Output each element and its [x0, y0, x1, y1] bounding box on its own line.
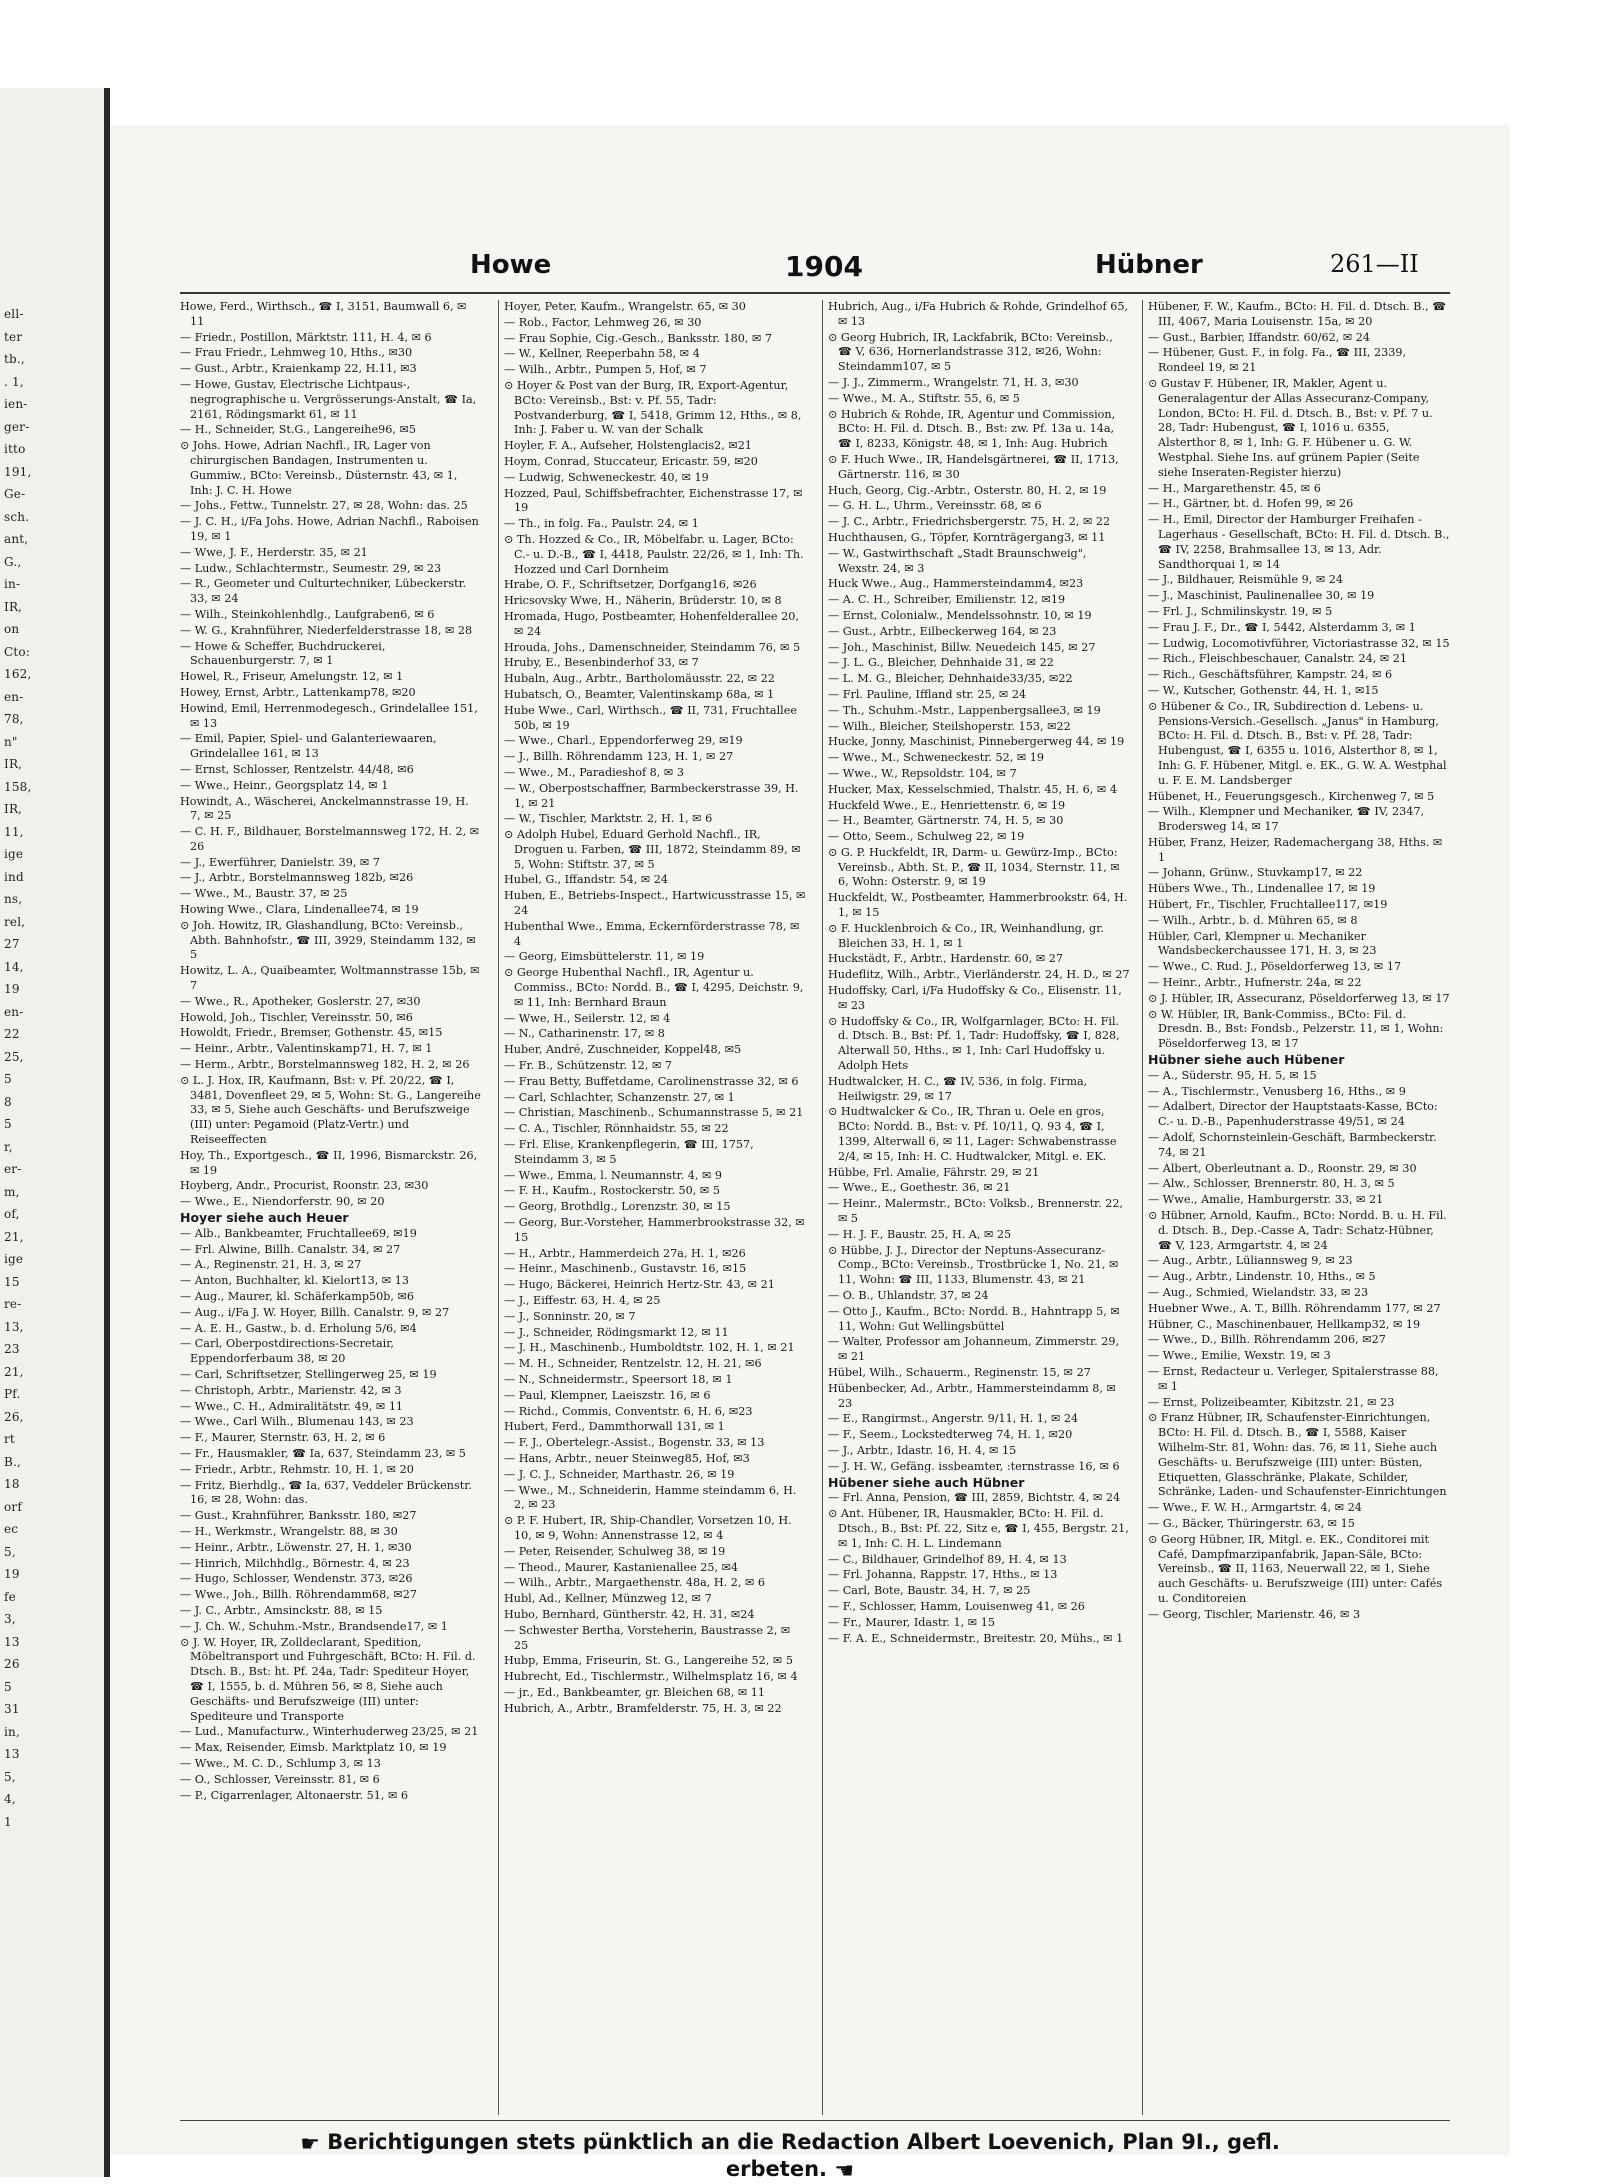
directory-entry: Hübenbecker, Ad., Arbtr., Hammersteindamm 8, ✉ 23: [828, 1381, 1116, 1410]
directory-entry: — Georg, Tischler, Marienstr. 46, ✉ 3: [1148, 1607, 1361, 1621]
directory-entry: — Carl, Oberpostdirections-Secretair, Eppendorferbaum 38, ✉ 20: [180, 1337, 394, 1366]
directory-entry: ⊙ Th. Hozzed & Co., IR, Möbelfabr. u. Lager, BCto: C.- u. D.-B., ☎ I, 4418, Paulstr. 22/26, ✉ 1, Inh: Th. Hozzed und Carl Dornheim: [504, 532, 804, 576]
directory-entry: Hübener, F. W., Kaufm., BCto: H. Fil. d. Dtsch. B., ☎ III, 4067, Maria Louisenstr. 15a, ✉ 20: [1148, 300, 1447, 328]
directory-entry: Hübler, Carl, Klempner u. Mechaniker Wandsbeckerchaussee 171, H. 3, ✉ 23: [1148, 929, 1377, 958]
footer-rule: [180, 2120, 1450, 2121]
header-page-number: 261—II: [1330, 250, 1419, 278]
directory-entry: — Rob., Factor, Lehmweg 26, ✉ 30: [504, 315, 702, 329]
directory-entry: Hucker, Max, Kesselschmied, Thalstr. 45, H. 6, ✉ 4: [828, 782, 1117, 796]
directory-entry: Hübers Wwe., Th., Lindenallee 17, ✉ 19: [1148, 882, 1376, 896]
directory-entry: — J., Schneider, Rödingsmarkt 12, ✉ 11: [504, 1325, 729, 1339]
column-divider: [498, 300, 499, 2115]
directory-entry: Hübel, Wilh., Schauerm., Reginenstr. 15, ✉ 27: [828, 1365, 1091, 1379]
directory-entry: Howindt, A., Wäscherei, Anckelmannstrasse 19, H. 7, ✉ 25: [180, 794, 469, 823]
directory-entry: — M. H., Schneider, Rentzelstr. 12, H. 21, ✉6: [504, 1357, 762, 1371]
column-divider: [1142, 300, 1143, 2115]
directory-entry: — Christian, Maschinenb., Schumannstrasse 5, ✉ 21: [504, 1106, 804, 1120]
directory-entry: Hube Wwe., Carl, Wirthsch., ☎ II, 731, Fruchtallee 50b, ✉ 19: [504, 703, 797, 732]
directory-entry: — Carl, Bote, Baustr. 34, H. 7, ✉ 25: [828, 1584, 1031, 1598]
directory-entry: — Th., in folg. Fa., Paulstr. 24, ✉ 1: [504, 517, 699, 531]
directory-entry: — Wwe., E., Goethestr. 36, ✉ 21: [828, 1181, 1011, 1195]
directory-entry: — Wwe., E., Niendorferstr. 90, ✉ 20: [180, 1195, 385, 1209]
directory-entry: — J., Bildhauer, Reismühle 9, ✉ 24: [1148, 573, 1344, 587]
directory-entry: — H. J. F., Baustr. 25, H. A, ✉ 25: [828, 1227, 1012, 1241]
directory-entry: Hozzed, Paul, Schiffsbefrachter, Eichenstrasse 17, ✉ 19: [504, 486, 803, 515]
directory-entry: ⊙ Hübbe, J. J., Director der Neptuns-Assecuranz-Comp., BCto: Vereinsb., Trostbrücke 1, No. 21, ✉ 11, Wohn: ☎ III, 1133, Blumenstr. 43, ✉ 21: [828, 1243, 1119, 1287]
directory-entry: Hudeflitz, Wilh., Arbtr., Vierländerstr. 24, H. D., ✉ 27: [828, 968, 1130, 982]
directory-entry: Hüber, Franz, Heizer, Rademachergang 38, Hths. ✉ 1: [1148, 835, 1443, 864]
directory-entry: Howoldt, Friedr., Bremser, Gothenstr. 45, ✉15: [180, 1026, 443, 1040]
directory-entry: — Frau Friedr., Lehmweg 10, Hths., ✉30: [180, 346, 413, 360]
directory-entry: — H., Gärtner, bt. d. Hofen 99, ✉ 26: [1148, 497, 1354, 511]
directory-entry: ⊙ Hudtwalcker & Co., IR, Thran u. Oele en gros, BCto: Nordd. B., Bst: v. Pf. 10/11, Q. 93 4, ☎ I, 1399, Alterwall 6, ✉ 11, Lager: Schwabenstrasse 2/4, ✉ 15, Inh: H. C. Hudtwalcker, Mitgl. e. EK.: [828, 1105, 1117, 1163]
directory-entry: — Alw., Schlosser, Brennerstr. 80, H. 3, ✉ 5: [1148, 1177, 1395, 1191]
directory-entry: — C. H. F., Bildhauer, Borstelmannsweg 172, H. 2, ✉ 26: [180, 825, 480, 853]
directory-entry: Hubatsch, O., Beamter, Valentinskamp 68a, ✉ 1: [504, 687, 775, 701]
directory-entry: — Heinr., Malermstr., BCto: Volksb., Brennerstr. 22, ✉ 5: [828, 1197, 1124, 1226]
directory-entry: — Fr., Hausmakler, ☎ Ia, 637, Steindamm 23, ✉ 5: [180, 1446, 466, 1460]
directory-entry: — Frau Sophie, Cig.-Gesch., Banksstr. 180, ✉ 7: [504, 331, 773, 345]
directory-entry: Hudoffsky, Carl, i/Fa Hudoffsky & Co., Elisenstr. 11, ✉ 23: [828, 984, 1122, 1012]
directory-entry: — Hinrich, Milchhdlg., Börnestr. 4, ✉ 23: [180, 1556, 410, 1570]
directory-entry: — Frl. Johanna, Rappstr. 17, Hths., ✉ 13: [828, 1568, 1058, 1582]
directory-entry: ⊙ Hubrich & Rohde, IR, Agentur und Commission, BCto: H. Fil. d. Dtsch. B., Bst: zw. Pf. 13a u. 14a, ☎ I, 8233, Königstr. 48, ✉ 1, Inh: Aug. Hubrich: [828, 407, 1116, 451]
directory-entry: — J., Arbtr., Borstelmannsweg 182b, ✉26: [180, 871, 414, 885]
directory-entry: — J. H. W., Gefäng. issbeamter, :ternstrasse 16, ✉ 6: [828, 1459, 1120, 1473]
directory-entry: — J., Eiffestr. 63, H. 4, ✉ 25: [504, 1294, 661, 1307]
directory-entry: ⊙ Ant. Hübener, IR, Hausmakler, BCto: H. Fil. d. Dtsch., B., Bst: Pf. 22, Sitz e, ☎ I, 455, Bergstr. 21, ✉ 1, Inh: C. H. L. Lindemann: [828, 1507, 1129, 1550]
directory-entry: — Johs., Fettw., Tunnelstr. 27, ✉ 28, Wohn: das. 25: [180, 499, 468, 513]
directory-entry: — F. A. E., Schneidermstr., Breitestr. 20, Mühs., ✉ 1: [828, 1631, 1124, 1645]
directory-entry: ⊙ George Hubenthal Nachfl., IR, Agentur u. Commiss., BCto: Nordd. B., ☎ I, 4295, Deichstr. 9, ✉ 11, Inh: Bernhard Braun: [504, 966, 804, 1009]
directory-entry: — J., Arbtr., Idastr. 16, H. 4, ✉ 15: [828, 1443, 1017, 1457]
directory-entry: — Wwe., Carl Wilh., Blumenau 143, ✉ 23: [180, 1415, 414, 1429]
directory-entry: ⊙ Adolph Hubel, Eduard Gerhold Nachfl., IR, Droguen u. Farben, ☎ III, 1872, Steindamm 89, ✉ 5, Wohn: Stiftstr. 37, ✉ 5: [504, 828, 801, 871]
cross-reference-heading: Hübener siehe auch Hübner: [828, 1474, 1025, 1490]
directory-entry: ⊙ Gustav F. Hübener, IR, Makler, Agent u. Generalagentur der Allas Assecuranz-Company, London, BCto: H. Fil. d. Dtsch. B., Bst: v. Pf. 7 u. 28, Tadr: Hubengust, ☎ I, 1016 u. 6355, Alsterthor 8, ✉ 1, Inh: G. F. Hübener u. G. W. Westphal. Siehe Ins. auf grünem Papier (Seite siehe Inseraten-Register hierzu): [1148, 376, 1433, 479]
directory-entry: Hubaln, Aug., Arbtr., Bartholomäusstr. 22, ✉ 22: [504, 672, 775, 686]
directory-entry: — Herm., Arbtr., Borstelmannsweg 182, H. 2, ✉ 26: [180, 1058, 470, 1072]
directory-entry: Hubrich, A., Arbtr., Bramfelderstr. 75, H. 3, ✉ 22: [504, 1701, 782, 1715]
directory-entry: — Wwe., Emilie, Wexstr. 19, ✉ 3: [1148, 1349, 1331, 1363]
directory-entry: — P., Cigarrenlager, Altonaerstr. 51, ✉ 6: [180, 1788, 409, 1802]
directory-entry: — F. J., Obertelegr.-Assist., Bogenstr. 33, ✉ 13: [504, 1436, 765, 1450]
directory-entry: — A., Reginenstr. 21, H. 3, ✉ 27: [180, 1258, 362, 1272]
directory-entry: Hoy, Th., Exportgesch., ☎ II, 1996, Bismarckstr. 26, ✉ 19: [180, 1148, 478, 1177]
directory-entry: — Wwe., M. C. D., Schlump 3, ✉ 13: [180, 1756, 381, 1770]
directory-entry: Hubrecht, Ed., Tischlermstr., Wilhelmsplatz 16, ✉ 4: [504, 1670, 798, 1684]
directory-entry: — Peter, Reisender, Schulweg 38, ✉ 19: [504, 1544, 726, 1558]
directory-entry: — W., Kellner, Reeperbahn 58, ✉ 4: [504, 347, 700, 361]
directory-entry: — Hans, Arbtr., neuer Steinweg85, Hof, ✉3: [504, 1451, 750, 1465]
directory-entry: Hudtwalcker, H. C., ☎ IV, 536, in folg. Firma, Heilwigstr. 29, ✉ 17: [828, 1074, 1088, 1103]
previous-page-edge: [0, 88, 110, 2177]
directory-entry: — H., Emil, Director der Hamburger Freihafen - Lagerhaus - Gesellschaft, BCto: H. Fil. d. Dtsch. B., ☎ IV, 2258, Brahmsallee 13, ✉ 13, Adr. Sandthorquai 1, ✉ 14: [1148, 513, 1450, 571]
directory-entry: ⊙ Hudoffsky & Co., IR, Wolfgarnlager, BCto: H. Fil. d. Dtsch. B., Bst: Pf. 1, Tadr: Hudoffsky, ☎ I, 828, Alterwall 50, Hths., ✉ 1, Inh: Carl Hudoffsky u. Adolph Hets: [828, 1014, 1120, 1073]
directory-entry: — Aug., Schmied, Wielandstr. 33, ✉ 23: [1148, 1286, 1369, 1299]
directory-entry: — Carl, Schlachter, Schanzenstr. 27, ✉ 1: [504, 1090, 735, 1104]
directory-entry: — Heinr., Arbtr., Hufnerstr. 24a, ✉ 22: [1148, 976, 1362, 990]
directory-entry: Hoyler, F. A., Aufseher, Holstenglacis2, ✉21: [504, 439, 752, 453]
header-right-word: Hübner: [1095, 250, 1203, 280]
directory-entry: — Wilh., Arbtr., b. d. Mühren 65, ✉ 8: [1148, 913, 1358, 927]
directory-entry: — Max, Reisender, Eimsb. Marktplatz 10, ✉ 19: [180, 1741, 447, 1755]
directory-entry: Huckfeldt, W., Postbeamter, Hammerbrookstr. 64, H. 1, ✉ 15: [828, 891, 1128, 920]
directory-entry: — Ernst, Colonialw., Mendelssohnstr. 10, ✉ 19: [828, 608, 1092, 622]
directory-entry: — L. M. G., Bleicher, Dehnhaide33/35, ✉22: [828, 672, 1073, 686]
directory-entry: — J., Ewerführer, Danielstr. 39, ✉ 7: [180, 855, 380, 869]
directory-entry: — Aug., Arbtr., Lüliannsweg 9, ✉ 23: [1148, 1254, 1353, 1268]
directory-entry: Hoyer, Peter, Kaufm., Wrangelstr. 65, ✉ 30: [504, 300, 746, 313]
directory-entry: — W. G., Krahnführer, Niederfelderstrasse 18, ✉ 28: [180, 623, 473, 637]
pointing-hand-icon: ☛: [300, 2132, 320, 2157]
directory-entry: ⊙ W. Hübler, IR, Bank-Commiss., BCto: Fil. d. Dresdn. B., Bst: Fondsb., Pelzerstr. 11, ✉ 1, Wohn: Pöseldorferweg 13, ✉ 17: [1148, 1007, 1444, 1051]
directory-entry: — Wwe., M. A., Stiftstr. 55, 6, ✉ 5: [828, 391, 1020, 405]
directory-entry: ⊙ Johs. Howe, Adrian Nachfl., IR, Lager von chirurgischen Bandagen, Instrumenten u. Gummiw., BCto: Vereinsb., Düsternstr. 43, ✉ 1, Inh: J. C. H. Howe: [180, 439, 458, 497]
directory-entry: — Ludw., Schlachtermstr., Seumestr. 29, ✉ 23: [180, 561, 442, 575]
directory-entry: — Ernst, Polizeibeamter, Kibitzstr. 21, ✉ 23: [1148, 1395, 1395, 1409]
directory-entry: — F., Seem., Lockstedterweg 74, H. 1, ✉20: [828, 1428, 1073, 1442]
directory-entry: — Rich., Geschäftsführer, Kampstr. 24, ✉ 6: [1148, 668, 1393, 682]
directory-entry: — Wwe., M., Schweneckestr. 52, ✉ 19: [828, 751, 1045, 765]
directory-entry: — H., Beamter, Gärtnerstr. 74, H. 5, ✉ 30: [828, 814, 1064, 828]
directory-entry: ⊙ L. J. Hox, IR, Kaufmann, Bst: v. Pf. 20/22, ☎ I, 3481, Dovenfleet 29, ✉ 5, Wohn: St. G., Langereihe 33, ✉ 5, Siehe auch Geschäfts- und Berufszweige (III) unter: Pegamoid (Platz-Vertr.) und Reiseeffecten: [180, 1073, 481, 1147]
directory-entry: — Adalbert, Director der Hauptstaats-Kasse, BCto: C.- u. D.-B., Papenhuderstrasse 49/51, ✉ 24: [1148, 1100, 1438, 1129]
directory-entry: Howing Wwe., Clara, Lindenallee74, ✉ 19: [180, 903, 419, 917]
directory-entry: Hubrich, Aug., i/Fa Hubrich & Rohde, Grindelhof 65, ✉ 13: [828, 300, 1129, 328]
directory-entry: — J., Billh. Röhrendamm 123, H. 1, ✉ 27: [504, 750, 734, 764]
directory-entry: Hrabe, O. F., Schriftsetzer, Dorfgang16, ✉26: [504, 578, 757, 592]
column-divider: [822, 300, 823, 2115]
directory-entry: — Hugo, Bäckerei, Heinrich Hertz-Str. 43, ✉ 21: [504, 1278, 775, 1292]
directory-entry: — Carl, Schriftsetzer, Stellingerweg 25, ✉ 19: [180, 1367, 437, 1381]
directory-entry: Hubel, G., Iffandstr. 54, ✉ 24: [504, 873, 669, 887]
directory-entry: Howel, R., Friseur, Amelungstr. 12, ✉ 1: [180, 670, 404, 684]
directory-entry: Hubp, Emma, Friseurin, St. G., Langereihe 52, ✉ 5: [504, 1654, 793, 1668]
directory-entry: — Otto, Seem., Schulweg 22, ✉ 19: [828, 830, 1025, 844]
directory-entry: — Wwe., F. W. H., Armgartstr. 4, ✉ 24: [1148, 1501, 1362, 1515]
directory-entry: Huber, André, Zuschneider, Koppel48, ✉5: [504, 1043, 742, 1057]
directory-entry: ⊙ Joh. Howitz, IR, Glashandlung, BCto: Vereinsb., Abth. Bahnhofstr., ☎ III, 3929, Steindamm 132, ✉ 5: [180, 918, 476, 962]
directory-entry: — F., Maurer, Sternstr. 63, H. 2, ✉ 6: [180, 1431, 386, 1445]
directory-entry: Hoym, Conrad, Stuccateur, Ericastr. 59, ✉20: [504, 454, 758, 468]
directory-entry: — Wwe., C. H., Admiralitätstr. 49, ✉ 11: [180, 1399, 404, 1413]
cross-reference-heading: Hoyer siehe auch Heuer: [180, 1210, 349, 1226]
directory-entry: Hoyberg, Andr., Procurist, Roonstr. 23, ✉30: [180, 1179, 429, 1193]
previous-page-fragment: ell- ter tb., . 1, ien- ger- itto 191, Ge- sch. ant, G., in- IR, on Cto: 162, en- 78, n" IR, 158, IR, 11, ige ind ns, rel, 27 14, 19 en- 22 25, 5 8 5 r, er- m, of, 21, ige 15 re- 13, 23 21, Pf. 26, rt B., 18 orf ec 5, 19 fe 3, 13 26 5 31 in, 13 5, 4, 1: [4, 307, 32, 1829]
directory-entry: ⊙ J. Hübler, IR, Assecuranz, Pöseldorferweg 13, ✉ 17: [1148, 991, 1450, 1005]
directory-entry: — J. H., Maschinenb., Humboldtstr. 102, H. 1, ✉ 21: [504, 1341, 795, 1355]
directory-entry: — Hugo, Schlosser, Wendenstr. 373, ✉26: [180, 1572, 413, 1586]
directory-entry: — Wwe., Joh., Billh. Röhrendamm68, ✉27: [180, 1588, 418, 1602]
directory-entry: — O. B., Uhlandstr. 37, ✉ 24: [828, 1289, 989, 1302]
column-2: [504, 300, 806, 2115]
page-footer: [290, 2130, 1290, 2184]
directory-entry: — Wwe., Heinr., Georgsplatz 14, ✉ 1: [180, 778, 389, 792]
directory-entry: — J. Ch. W., Schuhm.-Mstr., Brandsende17, ✉ 1: [180, 1619, 448, 1633]
directory-entry: — Wwe, J. F., Herderstr. 35, ✉ 21: [180, 545, 368, 559]
directory-entry: Howold, Joh., Tischler, Vereinsstr. 50, ✉6: [180, 1010, 413, 1024]
directory-entry: Howey, Ernst, Arbtr., Lattenkamp78, ✉20: [180, 685, 416, 699]
directory-entry: — J., Sonninstr. 20, ✉ 7: [504, 1309, 636, 1323]
directory-entry: ⊙ Hübener & Co., IR, Subdirection d. Lebens- u. Pensions-Versich.-Gesellsch. „Janus" in Hamburg, BCto: H. Fil. d. Dtsch. B., Bst: v. Pf. 28, Tadr: Hubengust, ☎ I, 6355 u. 1016, Alsterthor 8, ✉ 1, Inh: G. F. Hübener, Mitgl. e. EK., G. W. A. Westphal u. F. E. M. Landsberger: [1148, 699, 1447, 787]
directory-entry: Hucke, Jonny, Maschinist, Pinnebergerweg 44, ✉ 19: [828, 735, 1125, 749]
directory-entry: ⊙ Georg Hübner, IR, Mitgl. e. EK., Conditorei mit Café, Dampfmarzipanfabrik, Japan-Säle, BCto: Vereinsb., ☎ II, 1163, Neuerwall 22, ✉ 1, Siehe auch Geschäfts- u. Berufszweige (III) unter: Cafés u. Conditoreien: [1148, 1532, 1443, 1605]
directory-entry: Howe, Ferd., Wirthsch., ☎ I, 3151, Baumwall 6, ✉ 11: [180, 300, 467, 328]
header-year: 1904: [785, 250, 863, 283]
directory-entry: Huckstädt, F., Arbtr., Hardenstr. 60, ✉ 27: [828, 952, 1063, 966]
cross-reference-heading: Hübner siehe auch Hübener: [1148, 1052, 1345, 1068]
directory-entry: — Ludwig, Locomotivführer, Victoriastrasse 32, ✉ 15: [1148, 636, 1450, 650]
directory-entry: — Ernst, Schlosser, Rentzelstr. 44/48, ✉6: [180, 762, 414, 776]
pointing-hand-icon: ☚: [834, 2159, 855, 2184]
directory-entry: — Hübener, Gust. F., in folg. Fa., ☎ III, 2339, Rondeel 19, ✉ 21: [1148, 346, 1407, 375]
directory-entry: — E., Rangirmst., Angerstr. 9/11, H. 1, ✉ 24: [828, 1412, 1079, 1426]
directory-entry: Hubenthal Wwe., Emma, Eckernförderstrasse 78, ✉ 4: [504, 919, 800, 948]
directory-entry: — W., Oberpostschaffner, Barmbeckerstrasse 39, H. 1, ✉ 21: [504, 781, 799, 810]
directory-entry: — Emil, Papier, Spiel- und Galanteriewaaren, Grindelallee 161, ✉ 13: [180, 732, 437, 761]
directory-entry: — Wwe., M., Paradieshof 8, ✉ 3: [504, 765, 684, 779]
directory-entry: Hübbe, Frl. Amalie, Fährstr. 29, ✉ 21: [828, 1165, 1040, 1179]
directory-entry: Hübert, Fr., Tischler, Fruchtallee117, ✉19: [1148, 898, 1388, 912]
directory-entry: Hricsovsky Wwe, H., Näherin, Brüderstr. 10, ✉ 8: [504, 594, 782, 608]
directory-entry: — Howe, Gustav, Electrische Lichtpaus-, negrographische u. Vergrösserungs-Anstalt, ☎ Ia, 2161, Rödingsmarkt 61, ✉ 11: [180, 377, 477, 421]
directory-entry: — Wwe, H., Seilerstr. 12, ✉ 4: [504, 1011, 671, 1025]
directory-entry: — Wwe., M., Schneiderin, Hamme steindamm 6, H. 2, ✉ 23: [504, 1483, 797, 1512]
directory-entry: ⊙ F. Huch Wwe., IR, Handelsgärtnerei, ☎ II, 1713, Gärtnerstr. 116, ✉ 30: [828, 452, 1119, 481]
directory-entry: — Heinr., Arbtr., Löwenstr. 27, H. 1, ✉30: [180, 1540, 412, 1554]
directory-entry: — Howe & Scheffer, Buchdruckerei, Schauenburgerstr. 7, ✉ 1: [180, 639, 386, 668]
directory-entry: Howitz, L. A., Quaibeamter, Woltmannstrasse 15b, ✉ 7: [180, 964, 480, 993]
directory-entry: Huben, E., Betriebs-Inspect., Hartwicusstrasse 15, ✉ 24: [504, 889, 806, 918]
directory-entry: — Frl. Pauline, Iffland str. 25, ✉ 24: [828, 687, 1027, 701]
directory-entry: — Wwe., Emma, l. Neumannstr. 4, ✉ 9: [504, 1168, 723, 1182]
directory-entry: Huckfeld Wwe., E., Henriettenstr. 6, ✉ 19: [828, 798, 1066, 812]
directory-entry: Huck Wwe., Aug., Hammersteindamm4, ✉23: [828, 577, 1084, 591]
directory-entry: Hubo, Bernhard, Güntherstr. 42, H. 31, ✉24: [504, 1607, 755, 1621]
directory-entry: — F., Schlosser, Hamm, Louisenweg 41, ✉ 26: [828, 1599, 1085, 1613]
directory-entry: — A., Süderstr. 95, H. 5, ✉ 15: [1148, 1068, 1317, 1082]
directory-entry: — Wilh., Klempner und Mechaniker, ☎ IV, 2347, Brodersweg 14, ✉ 17: [1148, 805, 1425, 834]
directory-entry: ⊙ G. P. Huckfeldt, IR, Darm- u. Gewürz-Imp., BCto: Vereinsb., Abth. St. P., ☎ II, 1034, Sternstr. 11, ✉ 6, Wohn: Osterstr. 9, ✉ 19: [828, 845, 1120, 889]
directory-entry: — J. C., Arbtr., Friedrichsbergerstr. 75, H. 2, ✉ 22: [828, 515, 1111, 529]
directory-entry: Howind, Emil, Herrenmodegesch., Grindelallee 151, ✉ 13: [180, 701, 478, 730]
directory-entry: — N., Schneidermstr., Speersort 18, ✉ 1: [504, 1372, 733, 1386]
directory-entry: — Alb., Bankbeamter, Fruchtallee69, ✉19: [180, 1226, 417, 1240]
directory-entry: — Christoph, Arbtr., Marienstr. 42, ✉ 3: [180, 1383, 402, 1397]
directory-entry: — G., Bäcker, Thüringerstr. 63, ✉ 15: [1148, 1516, 1355, 1530]
directory-entry: — Richd., Commis, Conventstr. 6, H. 6, ✉23: [504, 1404, 753, 1418]
directory-entry: — A., Tischlermstr., Venusberg 16, Hths., ✉ 9: [1148, 1084, 1406, 1098]
directory-entry: — G. H. L., Uhrm., Vereinsstr. 68, ✉ 6: [828, 499, 1042, 513]
directory-entry: — Albert, Oberleutnant a. D., Roonstr. 29, ✉ 30: [1148, 1161, 1417, 1175]
directory-entry: — Wwe., D., Billh. Röhrendamm 206, ✉27: [1148, 1333, 1386, 1347]
directory-entry: — Georg, Bur.-Vorsteher, Hammerbrookstrasse 32, ✉ 15: [504, 1216, 805, 1244]
directory-entry: — Ludwig, Schweneckestr. 40, ✉ 19: [504, 470, 709, 484]
directory-entry: — C. A., Tischler, Rönnhaidstr. 55, ✉ 22: [504, 1122, 729, 1136]
directory-entry: Hromada, Hugo, Postbeamter, Hohenfelderallee 20, ✉ 24: [504, 609, 799, 638]
directory-entry: — Walter, Professor am Johanneum, Zimmerstr. 29, ✉ 21: [828, 1335, 1120, 1364]
directory-entry: — Friedr., Postillon, Märktstr. 111, H. 4, ✉ 6: [180, 330, 432, 344]
directory-entry: — J. J., Zimmerm., Wrangelstr. 71, H. 3, ✉30: [828, 375, 1079, 389]
directory-entry: — Adolf, Schornsteinlein-Geschäft, Barmbeckerstr. 74, ✉ 21: [1148, 1131, 1437, 1159]
directory-entry: — C., Bildhauer, Grindelhof 89, H. 4, ✉ 13: [828, 1552, 1067, 1566]
directory-entry: — J. L. G., Bleicher, Dehnhaide 31, ✉ 22: [828, 656, 1054, 670]
directory-entry: — Heinr., Maschinenb., Gustavstr. 16, ✉15: [504, 1262, 747, 1276]
directory-entry: ⊙ Hübner, Arnold, Kaufm., BCto: Nordd. B. u. H. Fil. d. Dtsch. B., Dep.-Casse A, Tadr: Schatz-Hübner, ☎ V, 123, Armgartstr. 4, ✉ 24: [1148, 1209, 1447, 1252]
directory-entry: — W., Gastwirthschaft „Stadt Braunschweig", Wexstr. 24, ✉ 3: [828, 546, 1087, 575]
directory-entry: — W., Tischler, Marktstr. 2, H. 1, ✉ 6: [504, 812, 713, 826]
directory-entry: — Aug., Arbtr., Lindenstr. 10, Hths., ✉ 5: [1148, 1270, 1376, 1284]
directory-entry: — Gust., Arbtr., Eilbeckerweg 164, ✉ 23: [828, 624, 1057, 638]
directory-entry: — N., Catharinenstr. 17, ✉ 8: [504, 1027, 665, 1041]
column-1: [180, 300, 482, 2115]
directory-entry: — H., Schneider, St.G., Langereihe96, ✉5: [180, 423, 416, 437]
column-3: [828, 300, 1130, 2115]
directory-entry: — W., Kutscher, Gothenstr. 44, H. 1, ✉15: [1148, 683, 1379, 697]
directory-entry: — Th., Schuhm.-Mstr., Lappenbergsallee3, ✉ 19: [828, 703, 1101, 717]
directory-entry: — Gust., Krahnführer, Banksstr. 180, ✉27: [180, 1509, 417, 1523]
directory-entry: — J. C. J., Schneider, Marthastr. 26, ✉ 19: [504, 1467, 735, 1481]
directory-entry: — Paul, Klempner, Laeiszstr. 16, ✉ 6: [504, 1388, 711, 1402]
directory-entry: — Wwe., Charl., Eppendorferweg 29, ✉19: [504, 734, 743, 748]
directory-entry: — Wilh., Arbtr., Pumpen 5, Hof, ✉ 7: [504, 363, 707, 377]
page-header: [90, 250, 1450, 290]
directory-entry: — Rich., Fleischbeschauer, Canalstr. 24, ✉ 21: [1148, 652, 1408, 666]
directory-entry: — Joh., Maschinist, Billw. Neuedeich 145, ✉ 27: [828, 640, 1096, 654]
directory-entry: Hruby, E., Besenbinderhof 33, ✉ 7: [504, 656, 699, 670]
column-4: [1148, 300, 1450, 2115]
directory-entry: — H., Werkmstr., Wrangelstr. 88, ✉ 30: [180, 1524, 398, 1538]
directory-entry: — Wwe., Amalie, Hamburgerstr. 33, ✉ 21: [1148, 1193, 1384, 1207]
directory-entry: — Otto J., Kaufm., BCto: Nordd. B., Hahntrapp 5, ✉ 11, Wohn: Gut Wellingsbüttel: [828, 1304, 1120, 1333]
directory-entry: Hübner, C., Maschinenbauer, Hellkamp32, ✉ 19: [1148, 1317, 1421, 1331]
directory-entry: — J., Maschinist, Paulinenallee 30, ✉ 19: [1148, 589, 1375, 603]
directory-entry: — R., Geometer und Culturtechniker, Lübeckerstr. 33, ✉ 24: [180, 577, 467, 606]
directory-entry: ⊙ Georg Hubrich, IR, Lackfabrik, BCto: Vereinsb., ☎ V, 636, Hornerlandstrasse 312, ✉26, Wohn: Steindamm107, ✉ 5: [828, 330, 1113, 374]
directory-entry: — Fr. B., Schützenstr. 12, ✉ 7: [504, 1059, 673, 1073]
directory-entry: — Friedr., Arbtr., Rehmstr. 10, H. 1, ✉ 20: [180, 1462, 414, 1476]
directory-entry: — Aug., i/Fa J. W. Hoyer, Billh. Canalstr. 9, ✉ 27: [180, 1305, 450, 1319]
directory-entry: — A. E. H., Gastw., b. d. Erholung 5/6, ✉4: [180, 1321, 417, 1335]
directory-entry: ⊙ P. F. Hubert, IR, Ship-Chandler, Vorsetzen 10, H. 10, ✉ 9, Wohn: Annenstrasse 12, ✉ 4: [504, 1514, 792, 1542]
directory-entry: — Wilh., Arbtr., Margaethenstr. 48a, H. 2, ✉ 6: [504, 1576, 766, 1590]
directory-entry: ⊙ Hoyer & Post van der Burg, IR, Export-Agentur, BCto: Vereinsb., Bst: v. Pf. 55, Tadr: Postvanderburg, ☎ I, 5418, Grimm 12, Hths., ✉ 8, Inh: J. Faber u. W. van der Schalk: [504, 378, 802, 437]
directory-entry: Hubert, Ferd., Dammthorwall 131, ✉ 1: [504, 1420, 725, 1434]
directory-entry: — O., Schlosser, Vereinsstr. 81, ✉ 6: [180, 1772, 380, 1786]
directory-columns: [180, 300, 1450, 2115]
directory-entry: ⊙ J. W. Hoyer, IR, Zolldeclarant, Spedition, Möbeltransport und Fuhrgeschäft, BCto: H. Fil. d. Dtsch. B., Bst: ht. Pf. 24a, Tadr: Spediteur Hoyer, ☎ I, 1555, b. d. Mühren 56, ✉ 8, Siehe auch Geschäfts- und Berufszweige (III) unter: Spediteure und Transporte: [180, 1635, 476, 1723]
directory-entry: — Frl. Elise, Krankenpflegerin, ☎ III, 1757, Steindamm 3, ✉ 5: [504, 1138, 754, 1166]
directory-entry: — Wwe., C. Rud. J., Pöseldorferweg 13, ✉ 17: [1148, 960, 1402, 974]
directory-entry: Hubl, Ad., Kellner, Münzweg 12, ✉ 7: [504, 1592, 712, 1606]
directory-entry: — Heinr., Arbtr., Valentinskamp71, H. 7, ✉ 1: [180, 1042, 433, 1056]
directory-entry: — F. H., Kaufm., Rostockerstr. 50, ✉ 5: [504, 1184, 720, 1198]
directory-entry: — J. C. H., i/Fa Johs. Howe, Adrian Nachfl., Raboisen 19, ✉ 1: [180, 515, 479, 543]
directory-entry: — Wilh., Steinkohlenhdlg., Laufgraben6, ✉ 6: [180, 607, 435, 621]
directory-entry: — Frau Betty, Buffetdame, Carolinenstrasse 32, ✉ 6: [504, 1074, 799, 1088]
directory-entry: — Frl. Alwine, Billh. Canalstr. 34, ✉ 27: [180, 1242, 401, 1256]
directory-entry: — Fritz, Bierhdlg., ☎ Ia, 637, Veddeler Brückenstr. 16, ✉ 28, Wohn: das.: [180, 1478, 472, 1507]
directory-entry: — Wilh., Bleicher, Steilshoperstr. 153, ✉22: [828, 719, 1071, 733]
directory-entry: — A. C. H., Schreiber, Emilienstr. 12, ✉19: [828, 593, 1066, 607]
header-left-word: Howe: [470, 250, 552, 280]
directory-entry: ⊙ Franz Hübner, IR, Schaufenster-Einrichtungen, BCto: H. Fil. d. Dtsch. B., ☎ I, 5588, Kaiser Wilhelm-Str. 81, Wohn: das. 76, ✉ 11, Siehe auch Geschäfts- u. Berufszweige (III) unter: Büsten, Etiquetten, Glasschränke, Plakate, Schilder, Schränke, Laden- und Schaufenster-Einrichtungen: [1148, 1411, 1447, 1499]
directory-entry: Hübenet, H., Feuerungsgesch., Kirchenweg 7, ✉ 5: [1148, 789, 1435, 803]
directory-entry: — Aug., Maurer, kl. Schäferkamp50b, ✉6: [180, 1290, 414, 1303]
directory-entry: — Gust., Arbtr., Kraienkamp 22, H.11, ✉3: [180, 362, 417, 376]
directory-entry: — Ernst, Redacteur u. Verleger, Spitalerstrasse 88, ✉ 1: [1148, 1364, 1439, 1393]
directory-entry: — H., Arbtr., Hammerdeich 27a, H. 1, ✉26: [504, 1246, 746, 1260]
directory-entry: — Wwe., R., Apotheker, Goslerstr. 27, ✉30: [180, 994, 421, 1008]
directory-entry: — Gust., Barbier, Iffandstr. 60/62, ✉ 24: [1148, 330, 1371, 344]
directory-entry: — Anton, Buchhalter, kl. Kielort13, ✉ 13: [180, 1274, 409, 1288]
directory-entry: — Lud., Manufacturw., Winterhuderweg 23/25, ✉ 21: [180, 1725, 479, 1739]
directory-entry: Huchthausen, G., Töpfer, Kornträgergang3, ✉ 11: [828, 530, 1106, 544]
directory-entry: — Theod., Maurer, Kastanienallee 25, ✉4: [504, 1560, 739, 1574]
directory-entry: — Frl. Anna, Pension, ☎ III, 2859, Bichtstr. 4, ✉ 24: [828, 1491, 1121, 1505]
directory-entry: — Frau J. F., Dr., ☎ I, 5442, Alsterdamm 3, ✉ 1: [1148, 620, 1416, 634]
directory-entry: ⊙ F. Hucklenbroich & Co., IR, Weinhandlung, gr. Bleichen 33, H. 1, ✉ 1: [828, 921, 1104, 950]
directory-entry: Huebner Wwe., A. T., Billh. Röhrendamm 177, ✉ 27: [1148, 1301, 1441, 1315]
directory-entry: — Georg, Eimsbüttelerstr. 11, ✉ 19: [504, 950, 705, 964]
directory-entry: — jr., Ed., Bankbeamter, gr. Bleichen 68, ✉ 11: [504, 1685, 766, 1699]
directory-entry: — Schwester Bertha, Vorsteherin, Baustrasse 2, ✉ 25: [504, 1623, 791, 1652]
directory-entry: — H., Margarethenstr. 45, ✉ 6: [1148, 481, 1321, 495]
directory-entry: — Wwe., M., Baustr. 37, ✉ 25: [180, 887, 348, 901]
header-rule: [180, 292, 1450, 294]
footer-notice: Berichtigungen stets pünktlich an die Redaction Albert Loevenich, Plan 9I., gefl. erbeten.: [327, 2130, 1280, 2181]
directory-entry: — Fr., Maurer, Idastr. 1, ✉ 15: [828, 1615, 995, 1629]
directory-entry: — Georg, Brothdlg., Lorenzstr. 30, ✉ 15: [504, 1200, 731, 1214]
directory-entry: — Johann, Grünw., Stuvkamp17, ✉ 22: [1148, 866, 1363, 880]
directory-entry: — J. C., Arbtr., Amsinckstr. 88, ✉ 15: [180, 1603, 383, 1617]
directory-entry: — Frl. J., Schmilinskystr. 19, ✉ 5: [1148, 604, 1333, 618]
directory-entry: Huch, Georg, Cig.-Arbtr., Osterstr. 80, H. 2, ✉ 19: [828, 483, 1107, 497]
directory-entry: — Wwe., W., Repsoldstr. 104, ✉ 7: [828, 766, 1017, 780]
directory-entry: Hrouda, Johs., Damenschneider, Steindamm 76, ✉ 5: [504, 640, 801, 654]
